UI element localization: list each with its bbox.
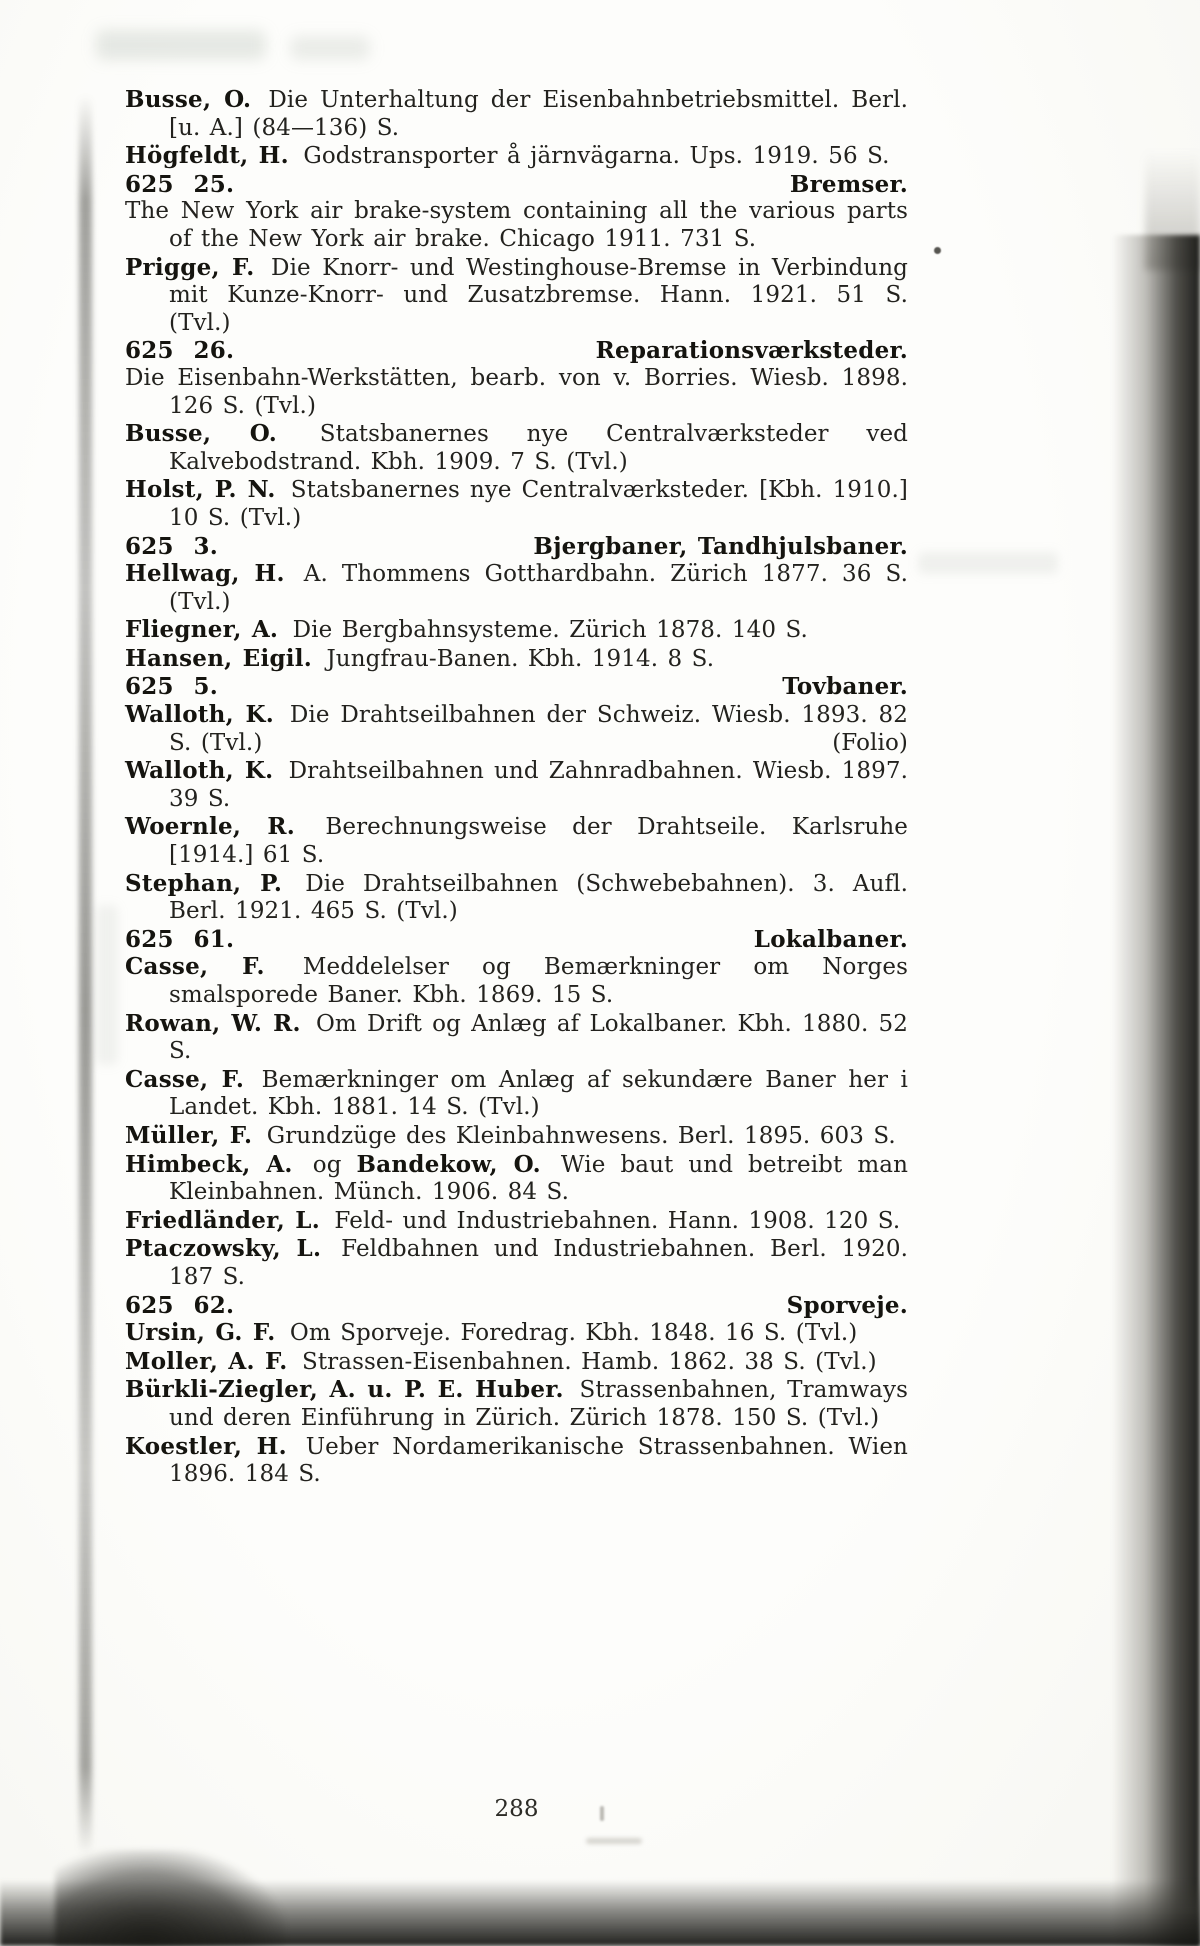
bibliography-entry: Prigge, F. Die Knorr- und Westinghouse-Bremse in Verbindung mit Kunze-Knorr- und Zusatzbremse. Hann. 1921. 51 S. (Tvl.)	[125, 253, 908, 336]
author-name: Himbeck, A.	[125, 1150, 293, 1178]
bibliography-entry: Die Eisenbahn-Werkstätten, bearb. von v. Borries. Wiesb. 1898. 126 S. (Tvl.)	[125, 364, 908, 419]
author-name: Holst, P. N.	[125, 476, 276, 504]
ink-speck	[586, 1838, 642, 1844]
section-title: Bjergbaner, Tandhjulsbaner.	[533, 532, 908, 560]
section-number: 625 3.	[125, 532, 219, 560]
author-name: Ptaczowsky, L.	[125, 1235, 322, 1263]
bibliography-entry: Casse, F. Meddelelser og Bemærkninger om Norges smalsporede Baner. Kbh. 1869. 15 S.	[125, 953, 908, 1008]
author-name: Casse, F.	[125, 953, 265, 981]
author-name: Hellwag, H.	[125, 560, 285, 588]
bibliography-entry: Walloth, K. Drahtseilbahnen und Zahnradbahnen. Wiesb. 1897. 39 S.	[125, 757, 908, 812]
ink-speck	[934, 247, 941, 254]
bibliography-entry: Woernle, R. Berechnungsweise der Drahtseile. Karlsruhe [1914.] 61 S.	[125, 813, 908, 869]
author-name: Rowan, W. R.	[125, 1009, 301, 1037]
bibliography-entry: Moller, A. F. Strassen-Eisenbahnen. Hamb. 1862. 38 S. (Tvl.)	[125, 1347, 877, 1375]
scan-shadow-left	[79, 95, 92, 1855]
section-title: Bremser.	[789, 170, 908, 198]
bibliography-entry: Hansen, Eigil. Jungfrau-Banen. Kbh. 1914. 8 S.	[125, 644, 715, 672]
author-name: Stephan, P.	[125, 869, 283, 897]
author-name: Walloth, K.	[125, 757, 274, 785]
bibliography-entry: Hellwag, H. A. Thommens Gotthardbahn. Zürich 1877. 36 S. (Tvl.)	[125, 560, 908, 615]
section-number: 625 61.	[125, 925, 235, 953]
author-name: Koestler, H.	[125, 1432, 287, 1460]
section-title: Lokalbaner.	[753, 925, 908, 953]
author-name: Casse, F.	[125, 1065, 245, 1093]
bibliography-entry: The New York air brake-system containing all the various parts of the New York air brake. Chicago 1911. 731 S.	[125, 198, 908, 252]
bleedthrough-smudge	[96, 905, 118, 1065]
author-name: Woernle, R.	[125, 813, 295, 841]
author-name: Fliegner, A.	[125, 616, 279, 644]
bibliography-entry: Casse, F. Bemærkninger om Anlæg af sekundære Baner her i Landet. Kbh. 1881. 14 S. (Tvl.)	[125, 1065, 909, 1121]
author-name: Müller, F.	[125, 1121, 253, 1149]
bibliography-entry: Busse, O. Die Unterhaltung der Eisenbahnbetriebsmittel. Berl. [u. A.] (84—136) S.	[125, 86, 908, 141]
bibliography-entry: Stephan, P. Die Drahtseilbahnen (Schwebebahnen). 3. Aufl. Berl. 1921. 465 S. (Tvl.)	[125, 869, 908, 925]
bleedthrough-smudge	[96, 30, 266, 60]
bibliography-entry: Fliegner, A. Die Bergbahnsysteme. Zürich 1878. 140 S.	[125, 616, 808, 644]
bibliography-entry: Bürkli-Ziegler, A. u. P. E. Huber. Strassenbahnen, Tramways und deren Einführung in Zürich. Zürich 1878. 150 S. (Tvl.)	[125, 1376, 908, 1431]
section-heading	[125, 171, 908, 199]
bibliography-entry: Ptaczowsky, L. Feldbahnen und Industriebahnen. Berl. 1920. 187 S.	[125, 1235, 908, 1290]
scan-shadow-right	[1112, 235, 1200, 1946]
section-title: Tovbaner.	[782, 673, 908, 701]
bibliography-entry: Himbeck, A. og Bandekow, O. Wie baut und betreibt man Kleinbahnen. Münch. 1906. 84 S.	[125, 1150, 908, 1206]
author-name: Friedländer, L.	[125, 1206, 320, 1234]
section-title: Reparationsværksteder.	[595, 337, 908, 365]
author-name: Prigge, F.	[125, 253, 255, 281]
bleedthrough-smudge	[918, 552, 1058, 574]
bibliography-entry: Ursin, G. F. Om Sporveje. Foredrag. Kbh. 1848. 16 S. (Tvl.)	[125, 1319, 858, 1347]
bleedthrough-smudge	[290, 36, 370, 60]
author-name: Moller, A. F.	[125, 1347, 288, 1375]
section-heading	[125, 337, 908, 365]
scan-shadow-bottom	[0, 1880, 1200, 1946]
author-name: Hansen, Eigil.	[125, 644, 313, 672]
bibliography-entry: Busse, O. Statsbanernes nye Centralværksteder ved Kalvebodstrand. Kbh. 1909. 7 S. (Tvl.)	[125, 420, 908, 475]
bibliography-entry: Högfeldt, H. Godstransporter å järnvägarna. Ups. 1919. 56 S.	[125, 142, 890, 170]
section-number: 625 62.	[125, 1291, 235, 1319]
section-title: Sporveje.	[786, 1291, 908, 1319]
bibliography-entry: Friedländer, L. Feld- und Industriebahnen. Hann. 1908. 120 S.	[125, 1206, 901, 1234]
bibliography-entry: Walloth, K. Die Drahtseilbahnen der Schweiz. Wiesb. 1893. 82 S. (Tvl.) (Folio)	[125, 701, 908, 756]
page-number: 288	[494, 1796, 539, 1822]
author-name: Bandekow, O.	[356, 1150, 541, 1178]
folio-note: (Folio)	[832, 729, 908, 756]
author-name: Busse, O.	[125, 420, 277, 448]
bibliography-entry: Holst, P. N. Statsbanernes nye Centralværksteder. [Kbh. 1910.] 10 S. (Tvl.)	[125, 476, 908, 531]
scan-shadow-right-fade	[1145, 150, 1200, 270]
bibliography-text	[125, 86, 908, 1489]
section-heading	[125, 533, 908, 561]
section-heading	[125, 1292, 908, 1320]
author-name: Ursin, G. F.	[125, 1319, 276, 1347]
author-name: Högfeldt, H.	[125, 142, 289, 170]
section-heading	[125, 926, 908, 954]
section-number: 625 25.	[125, 170, 235, 198]
section-heading	[125, 673, 908, 701]
section-number: 625 5.	[125, 673, 219, 701]
bibliography-entry: Rowan, W. R. Om Drift og Anlæg af Lokalbaner. Kbh. 1880. 52 S.	[125, 1009, 908, 1065]
section-number: 625 26.	[125, 337, 235, 365]
bibliography-entry: Müller, F. Grundzüge des Kleinbahnwesens. Berl. 1895. 603 S.	[125, 1121, 896, 1149]
author-name: Walloth, K.	[125, 701, 275, 729]
author-name: Bürkli-Ziegler, A. u. P. E. Huber.	[125, 1376, 564, 1404]
bibliography-entry: Koestler, H. Ueber Nordamerikanische Strassenbahnen. Wien 1896. 184 S.	[125, 1432, 908, 1488]
author-name: Busse, O.	[125, 86, 252, 113]
scan-shadow-corner-bottom-left	[55, 1850, 285, 1946]
